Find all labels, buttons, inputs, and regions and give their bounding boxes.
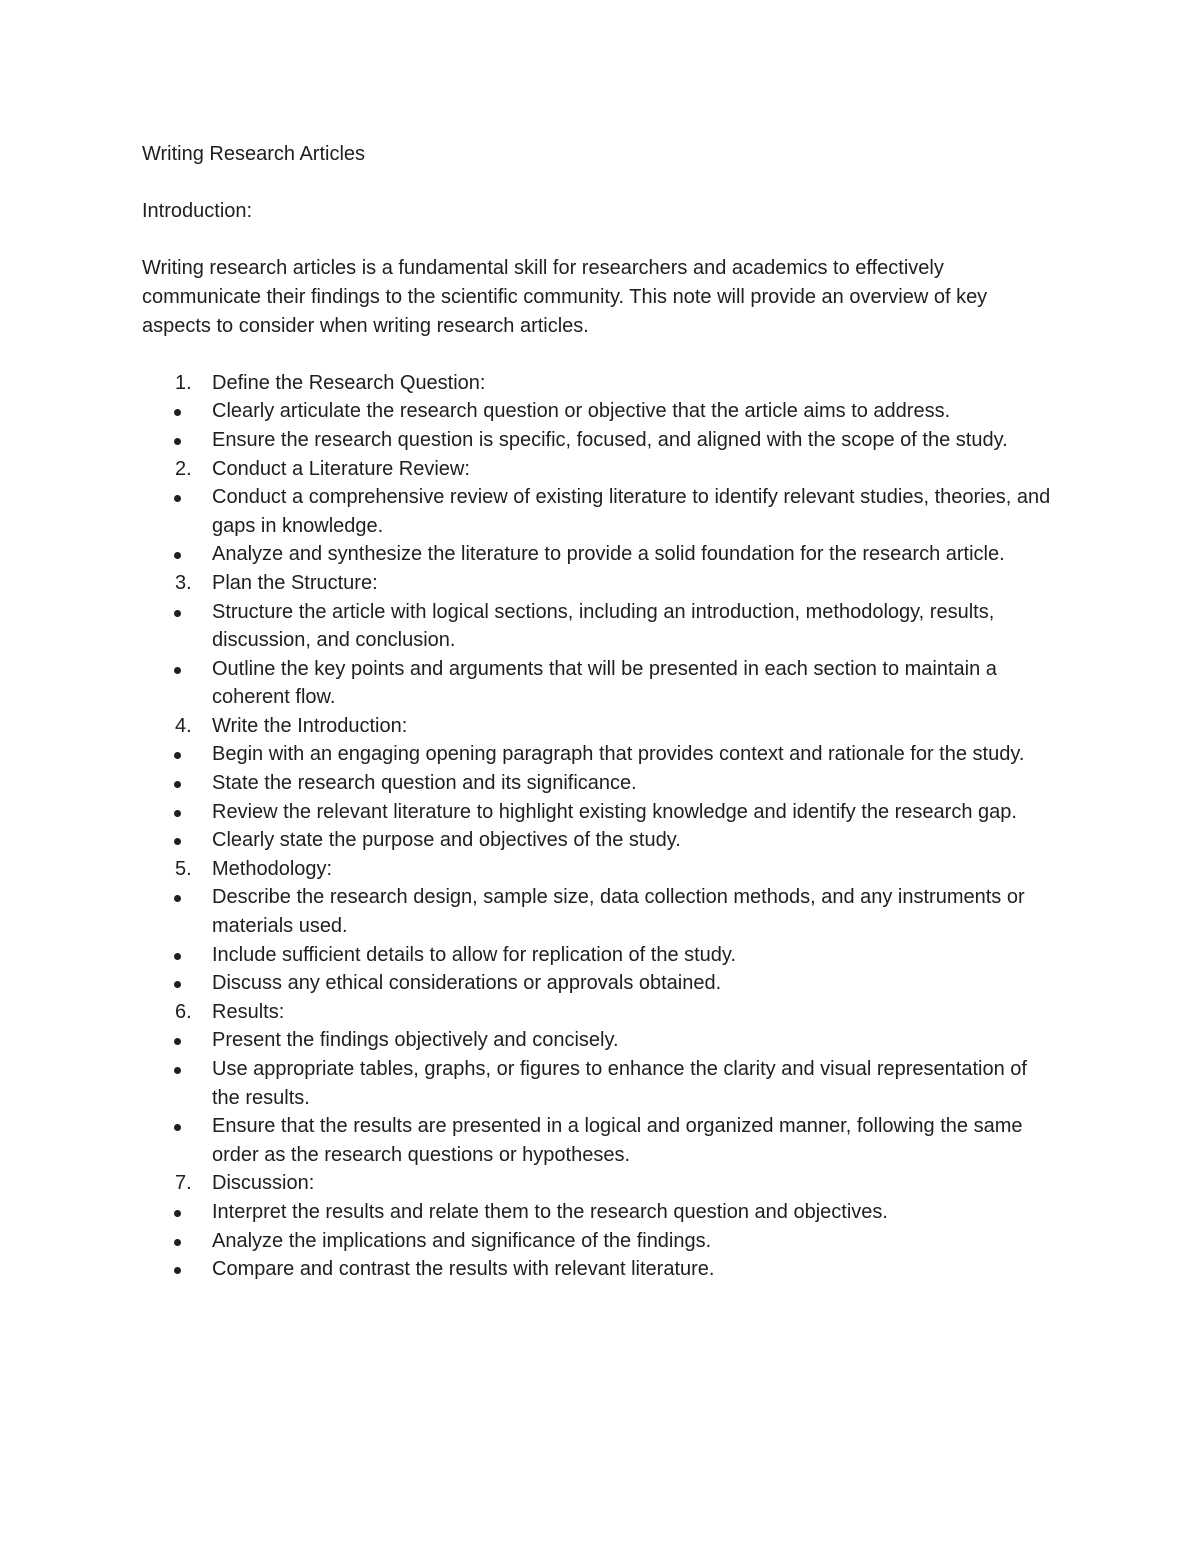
numbered-item xyxy=(142,455,1052,484)
bullet-text: Review the relevant literature to highlight existing knowledge and identify the research gap. xyxy=(212,800,1017,823)
numbered-item xyxy=(142,998,1052,1027)
bullet-text: Begin with an engaging opening paragraph that provides context and rationale for the study. xyxy=(212,743,1025,766)
bullet-item xyxy=(142,969,1052,998)
bullet-text: Outline the key points and arguments that will be presented in each section to maintain a coherent flow. xyxy=(212,657,997,709)
bullet-dot-icon xyxy=(174,495,181,502)
intro-heading: Introduction: xyxy=(142,200,253,223)
bullet-dot-icon xyxy=(174,610,181,617)
bullet-text: Conduct a comprehensive review of existing literature to identify relevant studies, theories, and gaps in knowledge. xyxy=(212,486,1051,537)
bullet-dot-icon xyxy=(174,981,181,988)
numbered-item xyxy=(142,855,1052,884)
bullet-item xyxy=(142,769,1052,798)
bullet-dot-icon xyxy=(174,953,181,960)
bullet-text: Compare and contrast the results with relevant literature. xyxy=(212,1258,715,1281)
bullet-dot-icon xyxy=(174,1210,181,1217)
bullet-dot-icon xyxy=(174,1038,181,1045)
bullet-dot-icon xyxy=(174,438,181,445)
section-heading: Plan the Structure: xyxy=(212,571,378,594)
list-number: 6. xyxy=(175,1000,192,1023)
list-number: 3. xyxy=(175,571,192,594)
bullet-text: Present the findings objectively and concisely. xyxy=(212,1029,619,1052)
bullet-dot-icon xyxy=(174,409,181,416)
bullet-dot-icon xyxy=(174,1067,181,1074)
bullet-dot-icon xyxy=(174,838,181,845)
bullet-dot-icon xyxy=(174,781,181,788)
section-heading: Methodology: xyxy=(212,857,333,880)
bullet-text: Analyze the implications and significance of the findings. xyxy=(212,1229,712,1252)
bullet-text: Use appropriate tables, graphs, or figures to enhance the clarity and visual representation of the results. xyxy=(212,1058,1027,1109)
numbered-item xyxy=(142,712,1052,741)
intro-paragraph: Writing research articles is a fundamental skill for researchers and academics to effectively communicate their findings to the scientific community. This note will provide an overview of key aspects to consider when writing research articles. xyxy=(142,257,988,337)
bullet-item xyxy=(142,397,1052,426)
bullet-item xyxy=(142,1198,1052,1227)
section-heading: Discussion: xyxy=(212,1172,315,1195)
document-title: Writing Research Articles xyxy=(142,143,366,165)
bullet-text: Clearly state the purpose and objectives of the study. xyxy=(212,829,681,852)
bullet-text: Ensure that the results are presented in a logical and organized manner, following the same order as the research questions or hypotheses. xyxy=(212,1115,1023,1166)
outline-list xyxy=(142,369,1052,1284)
numbered-item xyxy=(142,1169,1052,1198)
bullet-text: Describe the research design, sample size, data collection methods, and any instruments or materials used. xyxy=(212,886,1025,938)
bullet-item xyxy=(142,1026,1052,1055)
bullet-item xyxy=(142,1255,1052,1284)
bullet-item xyxy=(142,655,1052,712)
bullet-item xyxy=(142,941,1052,970)
bullet-item xyxy=(142,826,1052,855)
bullet-item xyxy=(142,1055,1052,1112)
bullet-item xyxy=(142,483,1052,540)
bullet-text: Include sufficient details to allow for replication of the study. xyxy=(212,943,736,966)
bullet-item xyxy=(142,740,1052,769)
bullet-text: State the research question and its significance. xyxy=(212,772,637,795)
bullet-dot-icon xyxy=(174,895,181,902)
list-number: 1. xyxy=(175,371,192,394)
section-heading: Conduct a Literature Review: xyxy=(212,457,470,480)
list-number: 2. xyxy=(175,457,192,480)
bullet-item xyxy=(142,798,1052,827)
list-number: 5. xyxy=(175,857,192,880)
bullet-dot-icon xyxy=(174,1124,181,1131)
list-number: 7. xyxy=(175,1172,192,1195)
bullet-text: Interpret the results and relate them to the research question and objectives. xyxy=(212,1200,888,1223)
bullet-item xyxy=(142,1112,1052,1169)
section-heading: Define the Research Question: xyxy=(212,371,486,394)
bullet-dot-icon xyxy=(174,552,181,559)
bullet-item xyxy=(142,426,1052,455)
bullet-dot-icon xyxy=(174,752,181,759)
bullet-item xyxy=(142,1227,1052,1256)
bullet-text: Structure the article with logical sections, including an introduction, methodology, results, discussion, and conclusion. xyxy=(212,600,995,652)
section-heading: Write the Introduction: xyxy=(212,714,408,737)
numbered-item xyxy=(142,569,1052,598)
bullet-text: Discuss any ethical considerations or approvals obtained. xyxy=(212,972,722,995)
list-number: 4. xyxy=(175,714,192,737)
bullet-dot-icon xyxy=(174,667,181,674)
document-page xyxy=(142,140,1052,1284)
numbered-item xyxy=(142,369,1052,398)
bullet-dot-icon xyxy=(174,1267,181,1274)
bullet-dot-icon xyxy=(174,1239,181,1246)
bullet-item xyxy=(142,598,1052,655)
bullet-item xyxy=(142,540,1052,569)
bullet-text: Ensure the research question is specific, focused, and aligned with the scope of the study. xyxy=(212,428,1008,451)
section-heading: Results: xyxy=(212,1000,285,1023)
bullet-text: Clearly articulate the research question or objective that the article aims to address. xyxy=(212,400,951,423)
bullet-dot-icon xyxy=(174,810,181,817)
bullet-item xyxy=(142,883,1052,940)
bullet-text: Analyze and synthesize the literature to provide a solid foundation for the research article. xyxy=(212,543,1005,566)
